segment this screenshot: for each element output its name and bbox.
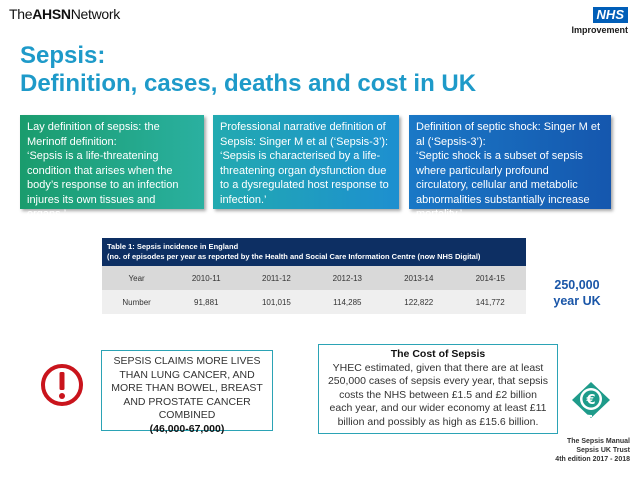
table-cell: 2011-12	[241, 266, 311, 290]
uk-cases-stat	[540, 277, 614, 309]
citation-line-2: Sepsis UK Trust	[576, 447, 630, 454]
ahsn-network-logo: TheAHSNNetwork	[9, 6, 120, 22]
table-cell: 141,772	[454, 290, 526, 314]
uk-cases-unit: year UK	[553, 294, 601, 308]
septic-shock-definition-text: Definition of septic shock: Singer M et al (‘Sepsis-3’): ‘Septic shock is a subset of sepsis where particularly profound circulatory, cellular and metabolic abnormalities substantially increase mortality.’	[416, 121, 601, 220]
table-caption-title: Table 1: Sepsis incidence in England	[107, 242, 239, 251]
table-cell: 101,015	[241, 290, 311, 314]
table-cell: 114,285	[312, 290, 383, 314]
svg-text:€: €	[586, 393, 596, 408]
table-cell: 91,881	[171, 290, 241, 314]
lives-claim-range: (46,000-67,000)	[149, 422, 225, 435]
table-cell: 2013-14	[383, 266, 454, 290]
table-row-label: Number	[102, 290, 171, 314]
table-row-years	[102, 266, 526, 290]
title-line-2: Definition, cases, deaths and cost in UK	[20, 70, 477, 97]
lives-claim-box	[101, 350, 273, 435]
lay-definition-text: Lay definition of sepsis: the Merinoff definition: ‘Sepsis is a life-threatening condition that arises when the body’s response to an infection injures its own tissues and organs.’	[27, 121, 179, 220]
nhs-sub-label: Improvement	[571, 25, 628, 35]
table-cell: 122,822	[383, 290, 454, 314]
sepsis-incidence-table	[102, 238, 526, 314]
cost-of-sepsis-text: YHEC estimated, given that there are at least 250,000 cases of sepsis every year, that sepsis costs the NHS between £1.5 and £2 billion each year, and our wider economy at least £11 billion and possibly as high as £15.6 billion.	[327, 361, 549, 428]
cost-of-sepsis-box	[318, 344, 558, 434]
table-cell: 2010-11	[171, 266, 241, 290]
table-cell: 2012-13	[312, 266, 383, 290]
lay-definition-box	[20, 115, 204, 220]
citation-line-3: 4th edition 2017 - 2018	[555, 456, 630, 463]
table-row-numbers	[102, 290, 526, 314]
citation-line-1: The Sepsis Manual	[566, 438, 630, 445]
table-row-label: Year	[102, 266, 171, 290]
septic-shock-definition-box	[409, 115, 611, 220]
lives-claim-text: SEPSIS CLAIMS MORE LIVES THAN LUNG CANCER, AND MORE THAN BOWEL, BREAST AND PROSTATE CANCER COMBINED	[111, 355, 263, 421]
professional-definition-text: Professional narrative definition of Sepsis: Singer M et al (‘Sepsis-3’): ‘Sepsis is characterised by a life-threatening organ dysfunction due to a dysregulated host response to infection.’	[220, 121, 389, 206]
cost-of-sepsis-title: The Cost of Sepsis	[390, 348, 486, 360]
nhs-badge: NHS	[593, 7, 628, 23]
euro-coin-icon	[568, 378, 614, 418]
title-line-1: Sepsis:	[20, 42, 106, 69]
table-caption-subtitle: (no. of episodes per year as reported by the Health and Social Care Information Centre (now NHS Digital)	[107, 252, 481, 261]
warning-icon	[40, 363, 84, 407]
table-caption	[102, 238, 526, 266]
source-citation	[555, 437, 630, 464]
page-title	[20, 42, 476, 98]
nhs-improvement-logo	[571, 6, 628, 35]
uk-cases-number: 250,000	[554, 278, 600, 292]
professional-definition-box	[213, 115, 399, 209]
table-cell: 2014-15	[454, 266, 526, 290]
